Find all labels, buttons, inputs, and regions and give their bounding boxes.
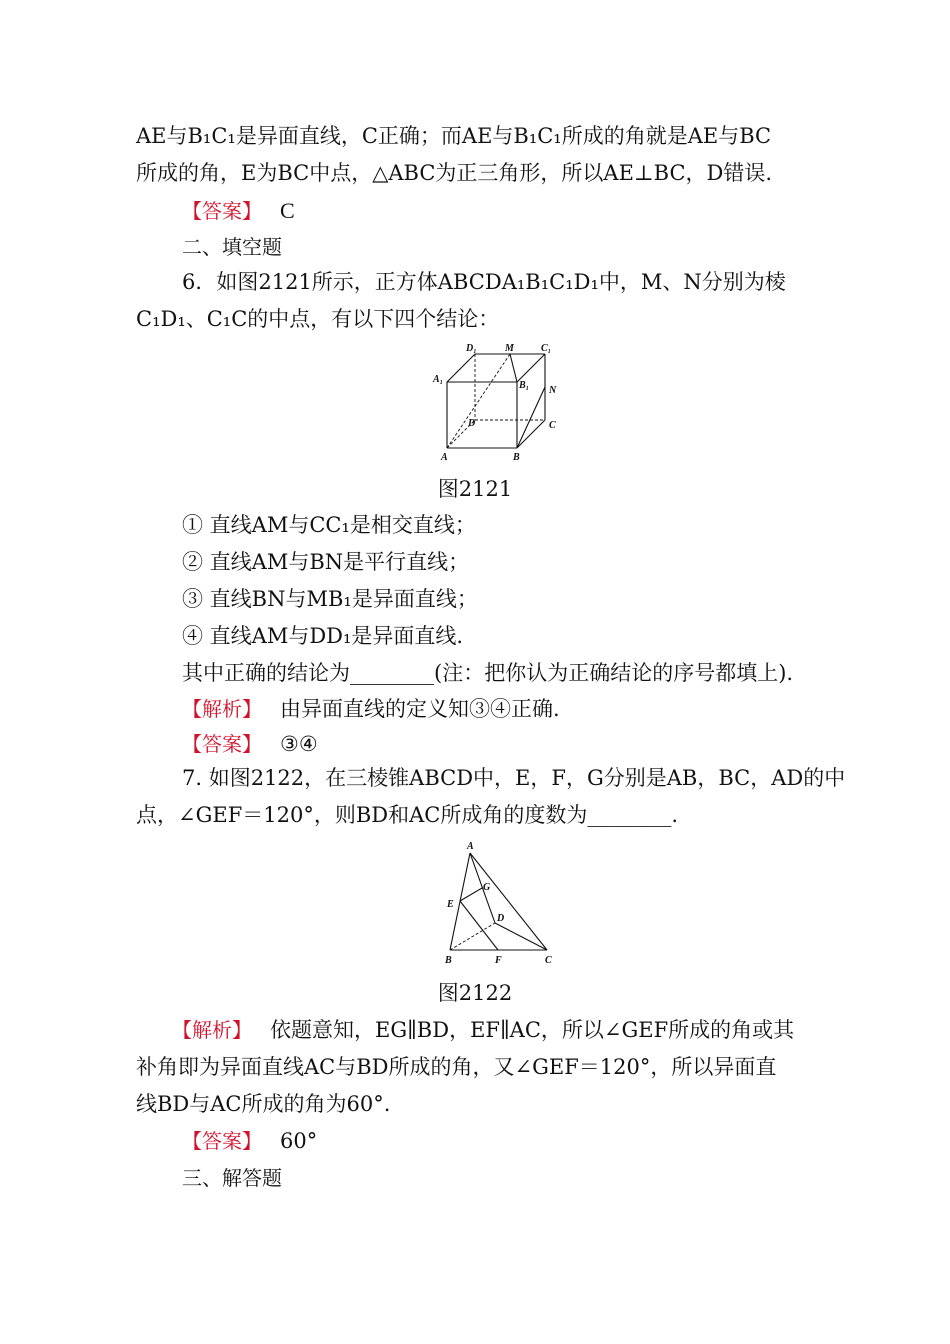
analysis-label: 【解析】 bbox=[182, 697, 262, 721]
q7-analysis-row-1 bbox=[172, 1015, 794, 1045]
label-b1: B₁ bbox=[519, 380, 530, 391]
label-a1: A₁ bbox=[433, 374, 444, 385]
label-a: A bbox=[467, 841, 474, 852]
q6-prompt: 其中正确的结论为________(注：把你认为正确结论的序号都填上). bbox=[182, 661, 794, 685]
q5-answer-row bbox=[182, 196, 295, 226]
q6-analysis: 由异面直线的定义知③④正确. bbox=[280, 697, 560, 721]
q5-explanation-line-1: AE与B₁C₁是异面直线，C正确；而AE与B₁C₁所成的角就是AE与BC bbox=[136, 124, 772, 148]
label-c1: C₁ bbox=[541, 343, 552, 354]
q6-statement-3: ③ 直线BN与MB₁是异面直线； bbox=[182, 587, 478, 611]
q7-analysis-line-3: 线BD与AC所成的角为60°. bbox=[136, 1092, 391, 1116]
q7-analysis-line-1: 依题意知，EG∥BD，EF∥AC，所以∠GEF所成的角或其 bbox=[270, 1018, 795, 1042]
label-c: C bbox=[549, 420, 556, 431]
q6-analysis-row bbox=[182, 694, 560, 724]
label-f: F bbox=[495, 955, 502, 966]
q6-answer-row bbox=[182, 729, 318, 759]
answer-label: 【答案】 bbox=[182, 1129, 262, 1153]
q6-stem-line-2: C₁D₁、C₁C的中点，有以下四个结论： bbox=[136, 307, 500, 331]
q5-answer: C bbox=[280, 198, 295, 223]
label-c: C bbox=[545, 955, 552, 966]
label-d: D bbox=[468, 418, 476, 429]
segment-b1m bbox=[510, 354, 517, 382]
q6-statement-4: ④ 直线AM与DD₁是异面直线. bbox=[182, 624, 464, 648]
label-m: M bbox=[505, 343, 514, 354]
figure-2121-caption: 图2121 bbox=[437, 477, 513, 501]
q6-statement-2: ② 直线AM与BN是平行直线； bbox=[182, 550, 470, 574]
section-solve-heading: 三、解答题 bbox=[182, 1166, 282, 1190]
cube-figure bbox=[425, 340, 565, 468]
edge-bc bbox=[517, 420, 545, 448]
q7-analysis-line-2: 补角即为异面直线AC与BD所成的角，又∠GEF＝120°，所以异面直 bbox=[136, 1055, 777, 1079]
answer-label: 【答案】 bbox=[182, 732, 262, 756]
tetrahedron-figure bbox=[435, 838, 565, 970]
edge-a1d1 bbox=[447, 354, 475, 382]
q7-stem-line-2: 点，∠GEF＝120°，则BD和AC所成角的度数为________. bbox=[136, 803, 679, 827]
label-g: G bbox=[483, 882, 491, 893]
segment-bn bbox=[517, 387, 545, 448]
label-d: D bbox=[497, 913, 505, 924]
figure-2122-caption: 图2122 bbox=[437, 981, 513, 1005]
edge-dc bbox=[495, 923, 547, 950]
edge-bd-hidden bbox=[450, 923, 495, 950]
section-fill-in-heading: 二、填空题 bbox=[182, 235, 282, 259]
analysis-label: 【解析】 bbox=[172, 1018, 252, 1042]
label-d1: D₁ bbox=[466, 343, 477, 354]
q6-stem-line-1: 6．如图2121所示，正方体ABCDA₁B₁C₁D₁中，M、N分别为棱 bbox=[182, 270, 786, 294]
q7-answer: 60° bbox=[280, 1129, 318, 1153]
label-n: N bbox=[549, 385, 557, 396]
q6-answer: ③④ bbox=[280, 732, 318, 756]
q7-stem-line-1: 7. 如图2122，在三棱锥ABCD中，E，F，G分别是AB，BC，AD的中 bbox=[182, 766, 846, 790]
segment-ef bbox=[460, 901, 498, 950]
edge-c1b1 bbox=[517, 354, 545, 382]
q6-statement-1: ① 直线AM与CC₁是相交直线； bbox=[182, 513, 476, 537]
segment-am bbox=[447, 354, 510, 448]
label-b: B bbox=[513, 452, 520, 463]
q7-answer-row bbox=[182, 1126, 317, 1156]
edge-ac bbox=[470, 853, 547, 950]
answer-label: 【答案】 bbox=[182, 199, 262, 223]
label-a: A bbox=[441, 452, 448, 463]
label-e: E bbox=[447, 899, 454, 910]
segment-eg bbox=[460, 888, 482, 901]
label-b: B bbox=[445, 955, 452, 966]
q5-explanation-line-2: 所成的角，E为BC中点，△ABC为正三角形，所以AE⊥BC，D错误. bbox=[136, 161, 773, 185]
